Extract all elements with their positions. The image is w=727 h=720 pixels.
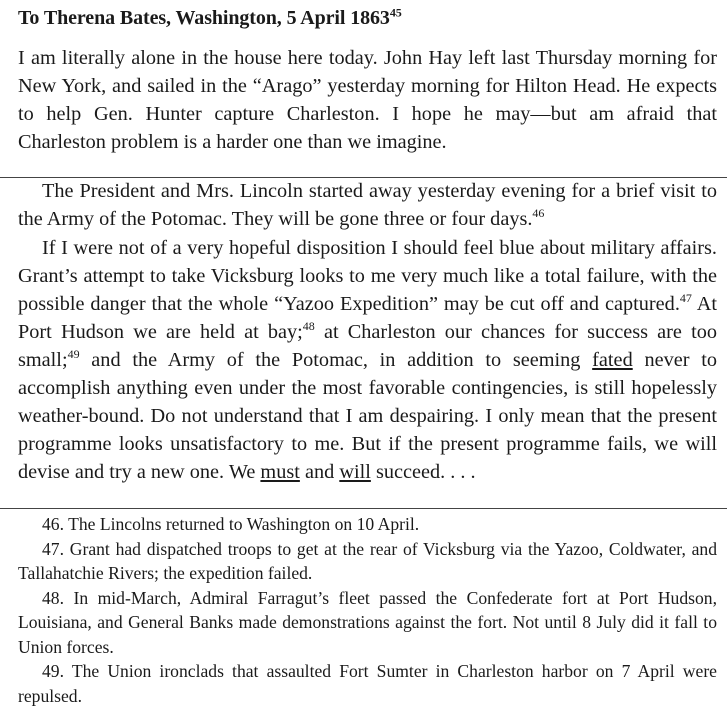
letter-title-text: To Therena Bates, Washington, 5 April 1863 <box>18 7 390 29</box>
footnote-text: The Lincolns returned to Washington on 10 April. <box>68 514 420 534</box>
paragraph-3-text-b: At Port Hudson we are held at bay; <box>18 293 717 343</box>
footnote-48 <box>18 586 717 660</box>
footnote-number: 49. <box>42 661 64 681</box>
footnote-text: Grant had dispatched troops to get at the rear of Vicksburg via the Yazoo, Coldwater, and Tallahatchie Rivers; the expedition failed. <box>18 538 717 583</box>
footnotes-block <box>18 512 717 708</box>
footnote-ref-46: 46 <box>532 206 545 221</box>
footnote-ref-48: 48 <box>302 319 315 334</box>
footnote-47 <box>18 537 717 586</box>
paragraph-3 <box>18 234 717 486</box>
paragraph-3-text-f: and <box>299 461 340 483</box>
paragraph-3-text-e: never to accomplish anything even under the most favorable contingencies, is still hopelessly weather-bound. Do not understand that I am despairing. I only mean that the present programme looks unsatisfactory to me. But if the present programme fails, we will devise and try a new one. We <box>18 349 717 483</box>
footnote-text: In mid-March, Admiral Farragut’s fleet passed the Confederate fort at Port Hudson, Louisiana, and General Banks made demonstrations against the fort. Not until 8 July did it fall to Union forces. <box>18 587 717 657</box>
footnote-ref-47: 47 <box>679 291 692 306</box>
footnote-number: 46. <box>42 514 64 534</box>
underlined-word-fated: fated <box>592 349 633 371</box>
paragraph-3-text-g: succeed. . . . <box>370 461 476 483</box>
underlined-word-will: will <box>339 461 371 483</box>
paragraph-1: I am literally alone in the house here today. John Hay left last Thursday morning for New York, and sailed in the “Arago” yesterday morning for Hilton Head. He expects to help Gen. Hunter capture Charleston. I hope he may—but am afraid that Charleston problem is a harder one than we imagine. <box>18 47 717 153</box>
footnote-46 <box>18 512 717 537</box>
paragraph-1-block <box>18 44 717 156</box>
footnote-text: The Union ironclads that assaulted Fort Sumter in Charleston harbor on 7 April were repulsed. <box>18 661 717 706</box>
paragraph-3-text-c: at Charleston our chances for success are too small; <box>18 321 717 371</box>
paragraph-2-text: The President and Mrs. Lincoln started away yesterday evening for a brief visit to the Army of the Potomac. They will be gone three or four days. <box>18 180 717 230</box>
footnote-ref-49: 49 <box>67 347 80 362</box>
footnote-number: 48. <box>42 587 64 608</box>
letter-title <box>18 4 402 32</box>
footnote-number: 47. <box>42 538 64 559</box>
title-footnote-ref: 45 <box>389 5 402 20</box>
paragraph-3-text-a: If I were not of a very hopeful disposition I should feel blue about military affairs. Grant’s attempt to take Vicksburg looks to me very much like a total failure, with the possible danger that the whole “Yazoo Expedition” may be cut off and captured. <box>18 237 717 315</box>
underlined-word-must: must <box>260 461 300 483</box>
footnote-49 <box>18 659 717 708</box>
paragraph-2-block <box>18 177 717 233</box>
paragraph-3-text-d: and the Army of the Potomac, in addition to seeming <box>79 349 593 371</box>
paragraph-3-block <box>18 234 717 486</box>
paragraph-2 <box>18 177 717 233</box>
section-divider-2 <box>0 508 727 509</box>
